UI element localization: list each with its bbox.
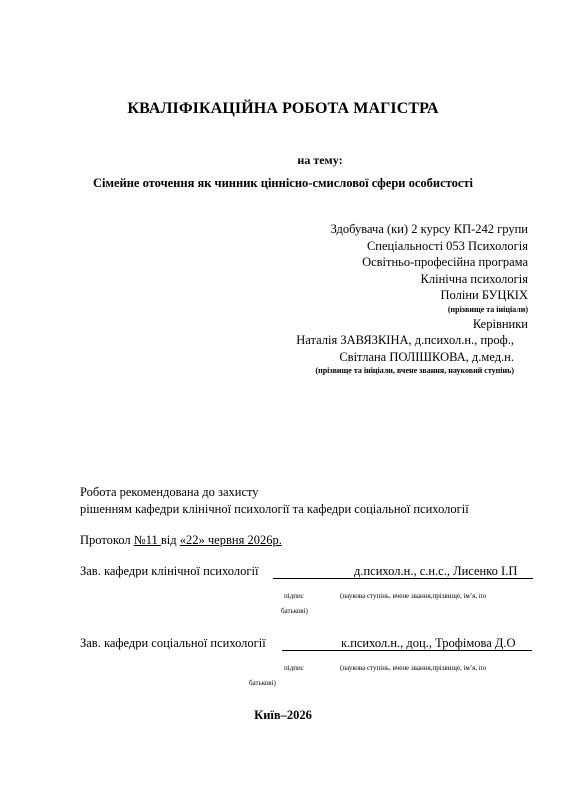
protocol-prefix: Протокол	[80, 533, 134, 547]
topic-label: на тему:	[297, 153, 343, 167]
student-program-name: Клінічна психологія	[420, 271, 528, 286]
student-block	[296, 221, 528, 377]
head2-label: Зав. кафедри соціальної психології	[80, 636, 266, 650]
supervisors-label: Керівники	[472, 316, 528, 331]
protocol-from: від	[160, 533, 180, 547]
head2-value-caption: (наукова ступінь, вчене звання,прізвище, ім’я, по	[340, 664, 487, 672]
head1-value-caption: (наукова ступінь, вчене звання,прізвище, ім’я, по	[340, 592, 487, 600]
thesis-topic: Сімейне оточення як чинник ціннісно-смислової сфери особистості	[92, 176, 474, 190]
supervisor-2: Світлана ПОЛІШКОВА, д.мед.н.	[339, 349, 514, 364]
head1-label: Зав. кафедри клінічної психології	[80, 564, 259, 578]
head1-value: д.психол.н., с.н.с., Лисенко І.П	[354, 564, 518, 578]
student-program: Освітньо-професійна програма	[362, 255, 528, 269]
student-name: Поліни БУЦКІХ	[440, 288, 528, 302]
student-specialty: Спеціальності 053 Психологія	[366, 238, 528, 253]
head2-value-caption-2: батькові)	[249, 679, 276, 687]
head1-sign-caption: підпис	[284, 592, 304, 600]
supervisors-caption: (прізвище та ініціали, вчене звання, науковий ступінь)	[315, 366, 514, 375]
protocol-number: №11	[133, 533, 161, 547]
supervisor-1: Наталія ЗАВЯЗКІНА, д.психол.н., проф.,	[296, 333, 514, 347]
protocol-line	[80, 533, 282, 548]
recommendation-line-2: рішенням кафедри клінічної психології та кафедри соціальної психології	[80, 502, 469, 516]
head2-sign-caption: підпис	[284, 664, 304, 672]
city-year: Київ–2026	[254, 708, 312, 722]
head2-value: к.психол.н., доц., Трофімова Д.О	[341, 636, 516, 650]
protocol-date: «22» червня 2026р.	[179, 533, 282, 547]
document-title: КВАЛІФІКАЦІЙНА РОБОТА МАГІСТРА	[127, 100, 439, 117]
head1-value-caption-2: батькові)	[281, 607, 308, 615]
recommendation-line-1: Робота рекомендована до захисту	[80, 485, 259, 499]
student-caption: (прізвище та ініціали)	[447, 304, 528, 314]
student-course: Здобувача (ки) 2 курсу КП-242 групи	[330, 222, 528, 236]
